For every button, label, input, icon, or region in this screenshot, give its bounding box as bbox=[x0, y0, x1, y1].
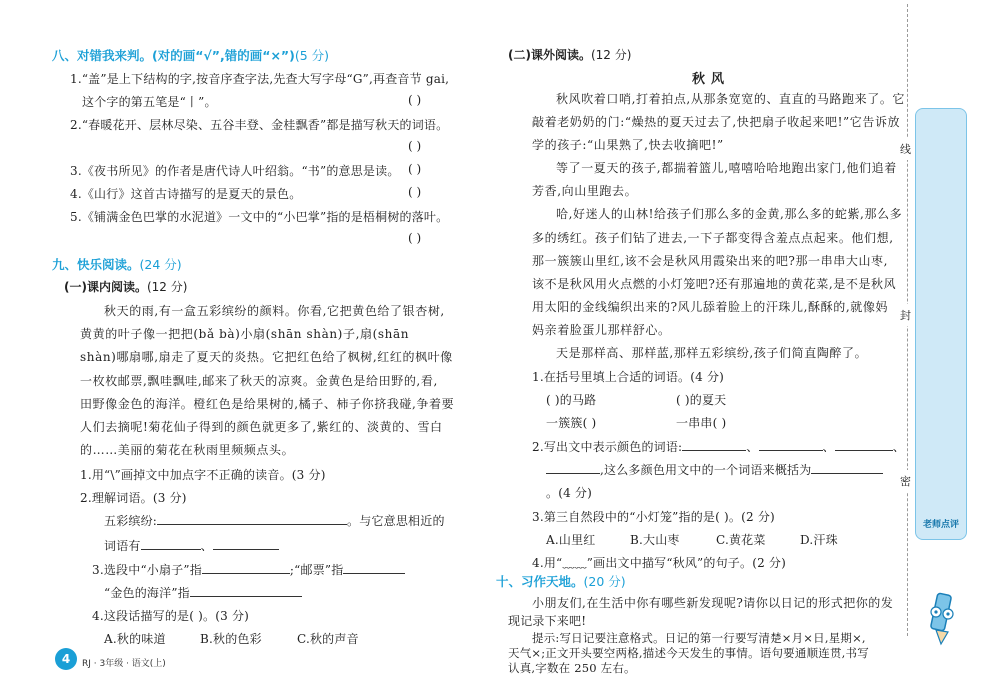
passage-line-2: 黄黄的叶子像一把把(bǎ bà)小扇(shān shàn)子,扇(shān bbox=[80, 327, 410, 341]
s9-q2a-blank[interactable] bbox=[157, 512, 347, 525]
passage-line-3: shàn)哪扇哪,扇走了夏天的炎热。它把红色给了枫树,红红的枫叶像 bbox=[80, 350, 453, 364]
s8-q3: 3.《夜书所见》的作者是唐代诗人叶绍翁。“书”的意思是读。 bbox=[70, 164, 400, 178]
story-line-6: 哈,好迷人的山林!给孩子们那么多的金黄,那么多的蛇紫,那么多 bbox=[556, 207, 903, 221]
s9-q2a-label: 五彩缤纷: bbox=[104, 514, 158, 528]
s8-q3-answer[interactable]: ( ) bbox=[408, 162, 422, 176]
s9-q3b-label: “金色的海洋”指 bbox=[104, 586, 190, 600]
story-line-2: 敲着老奶奶的门:“燥热的夏天过去了,快把扇子收起来吧!”它告诉放 bbox=[532, 115, 901, 129]
s8-q4-answer[interactable]: ( ) bbox=[408, 185, 422, 199]
story-line-10: 用太阳的金线编织出来的?风儿舔着脸上的汗珠儿,酥酥的,就像妈 bbox=[532, 300, 889, 314]
s9-q3-blank-2[interactable] bbox=[343, 561, 405, 574]
r-q3-opt-c[interactable]: C.黄花菜 bbox=[716, 533, 766, 547]
story-line-1: 秋风吹着口哨,打着拍点,从那条宽宽的、直直的马路跑来了。它 bbox=[556, 92, 906, 106]
r-q2: 2.写出文中表示颜色的词语: 、 、 、 bbox=[532, 440, 905, 454]
binding-char-xian: 线 bbox=[900, 138, 911, 160]
s9-q2b-blank-2[interactable] bbox=[213, 537, 279, 550]
s9-q4-opt-c[interactable]: C.秋的声音 bbox=[297, 632, 359, 646]
in-class-reading-heading bbox=[64, 278, 187, 295]
story-line-7: 多的绣红。孩子们钻了进去,一下子都变得含羞点点起来。他们想, bbox=[532, 231, 894, 245]
s8-q1-line2: 这个字的第五笔是“丨”。 bbox=[82, 95, 217, 109]
pencil-mascot-icon bbox=[922, 590, 962, 648]
r-q3-opt-b[interactable]: B.大山枣 bbox=[630, 533, 680, 547]
s9-q3b-blank[interactable] bbox=[190, 584, 302, 597]
binding-char-feng: 封 bbox=[900, 304, 911, 326]
in-class-reading-title: (一)课内阅读。 bbox=[64, 280, 147, 294]
binding-char-mi: 密 bbox=[900, 470, 911, 492]
r-q1-d[interactable]: 一串串( ) bbox=[676, 416, 727, 430]
writing-hint-line-2: 天气×;正文开头要空两格,描述今天发生的事情。语句要通顺连贯,书写 bbox=[508, 646, 869, 660]
r-q2c: 。(4 分) bbox=[546, 486, 593, 500]
passage-line-5: 田野像金色的海洋。橙红色是给果树的,橘子、柿子你挤我碰,争着要 bbox=[80, 397, 455, 411]
story-line-3: 学的孩子:“山果熟了,快去收摘吧!” bbox=[532, 138, 724, 152]
r-q4: 4.用“﹏﹏”画出文中描写“秋风”的句子。(2 分) bbox=[532, 556, 787, 570]
story-line-4: 等了一夏天的孩子,都揣着篮儿,嘻嘻哈哈地跑出家门,他们追着 bbox=[556, 161, 897, 175]
story-line-12: 天是那样高、那样蓝,那样五彩缤纷,孩子们简直陶醉了。 bbox=[556, 346, 868, 360]
story-line-8: 那一簇簇山里红,该不会是秋风用霞染出来的吧?那一串串大山枣, bbox=[532, 254, 889, 268]
s9-q4-opt-a[interactable]: A.秋的味道 bbox=[104, 632, 166, 646]
writing-hint-line-3: 认真,字数在 250 左右。 bbox=[508, 661, 636, 675]
in-class-reading-points: (12 分) bbox=[146, 280, 188, 294]
s9-q2a-suffix: 。与它意思相近的 bbox=[347, 514, 445, 528]
s9-q3-blank-1[interactable] bbox=[202, 561, 290, 574]
s8-q2-answer[interactable]: ( ) bbox=[408, 139, 422, 153]
s9-q4: 4.这段话描写的是( )。(3 分) bbox=[92, 609, 250, 623]
s8-q1-line1: 1.“盖”是上下结构的字,按音序查字法,先查大写字母“G”,再查音节 gai, bbox=[70, 72, 450, 86]
s8-q5: 5.《铺满金色巴掌的水泥道》一文中的“小巴掌”指的是梧桐树的落叶。 bbox=[70, 210, 449, 224]
section-9-title bbox=[52, 255, 182, 273]
teacher-comment-box[interactable] bbox=[915, 108, 967, 540]
s9-q2b: 词语有 、 bbox=[104, 537, 279, 554]
s9-q4-opt-b[interactable]: B.秋的色彩 bbox=[200, 632, 262, 646]
s8-q2: 2.“春暖花开、层林尽染、五谷丰登、金桂飘香”都是描写秋天的词语。 bbox=[70, 118, 449, 132]
section-8-title-text: 八、对错我来判。(对的画“√”,错的画“×”) bbox=[52, 48, 295, 63]
s9-q3-label: 3.选段中“小扇子”指 bbox=[92, 563, 202, 577]
s9-q2a bbox=[104, 512, 445, 529]
s9-q2b-label: 词语有 bbox=[104, 539, 141, 553]
writing-hint-line-1b: 提示:写日记要注意格式。日记的第一行要写清楚×月×日,星期×, bbox=[532, 631, 866, 645]
section-9-points: (24 分) bbox=[139, 257, 182, 272]
s8-q4: 4.《山行》这首古诗描写的是夏天的景色。 bbox=[70, 187, 302, 201]
r-q2-blank-4[interactable] bbox=[546, 461, 600, 474]
section-8-title bbox=[52, 46, 329, 64]
story-line-9: 该不是秋风用火点燃的小灯笼吧?还有那遍地的黄花菜,是不是秋风 bbox=[532, 277, 897, 291]
r-q1-c[interactable]: 一簇簇( ) bbox=[546, 416, 597, 430]
s8-q5-answer[interactable]: ( ) bbox=[408, 231, 422, 245]
s9-q3b bbox=[104, 584, 302, 601]
story-title: 秋风 bbox=[692, 72, 731, 87]
story-line-5: 芳香,向山里跑去。 bbox=[532, 184, 638, 198]
r-q3-opt-a[interactable]: A.山里红 bbox=[546, 533, 596, 547]
story-line-11: 妈亲着脸蛋儿那样舒心。 bbox=[532, 323, 671, 337]
extra-reading-title: (二)课外阅读。 bbox=[508, 48, 591, 62]
s9-q1: 1.用“\”画掉文中加点字不正确的读音。(3 分) bbox=[80, 468, 326, 482]
r-q1-a[interactable]: ( )的马路 bbox=[546, 393, 597, 407]
extra-reading-heading bbox=[508, 46, 631, 63]
section-8-points: (5 分) bbox=[294, 48, 330, 63]
r-q2b-text: ,这么多颜色用文中的一个词语来概括为 bbox=[600, 463, 812, 477]
footer-book-info: RJ · 3年级 · 语文(上) bbox=[82, 659, 166, 669]
s9-q3 bbox=[92, 561, 405, 578]
section-10-points: (20 分) bbox=[583, 574, 626, 589]
passage-line-7: 的……美丽的菊花在秋雨里频频点头。 bbox=[80, 443, 295, 457]
section-10-title-text: 十、习作天地。 bbox=[496, 574, 584, 589]
r-q1: 1.在括号里填上合适的词语。(4 分) bbox=[532, 370, 725, 384]
teacher-comment-label: 老师点评 bbox=[922, 520, 959, 530]
section-9-title-text: 九、快乐阅读。 bbox=[52, 257, 140, 272]
passage-line-6: 人们去摘呢!菊花仙子得到的颜色就更多了,紫红的、淡黄的、雪白 bbox=[80, 420, 443, 434]
r-q2-blank-3[interactable] bbox=[835, 438, 893, 451]
r-q2-blank-2[interactable] bbox=[759, 438, 823, 451]
extra-reading-points: (12 分) bbox=[590, 48, 632, 62]
r-q2-blank-1[interactable] bbox=[682, 438, 746, 451]
r-q2-blank-5[interactable] bbox=[811, 461, 883, 474]
s9-q3-mid: ;“邮票”指 bbox=[289, 563, 344, 577]
s9-q2: 2.理解词语。(3 分) bbox=[80, 491, 187, 505]
r-q2b bbox=[546, 461, 883, 478]
writing-line-2: 现记录下来吧! bbox=[508, 614, 587, 628]
passage-line-4: 一枚枚邮票,飘哇飘哇,邮来了秋天的凉爽。金黄色是给田野的,看, bbox=[80, 374, 438, 388]
s9-q2b-blank-1[interactable] bbox=[141, 537, 201, 550]
r-q3-opt-d[interactable]: D.汗珠 bbox=[800, 533, 838, 547]
r-q2-label: 2.写出文中表示颜色的词语: bbox=[532, 440, 683, 454]
page-number-badge: 4 bbox=[55, 648, 77, 670]
s8-q1-answer[interactable]: ( ) bbox=[408, 93, 422, 107]
r-q1-b[interactable]: ( )的夏天 bbox=[676, 393, 727, 407]
r-q3: 3.第三自然段中的“小灯笼”指的是( )。(2 分) bbox=[532, 510, 775, 524]
writing-line-1: 小朋友们,在生活中你有哪些新发现呢?请你以日记的形式把你的发 bbox=[532, 596, 894, 610]
passage-line-1: 秋天的雨,有一盒五彩缤纷的颜料。你看,它把黄色给了银杏树, bbox=[104, 304, 445, 318]
section-10-title bbox=[496, 572, 626, 590]
